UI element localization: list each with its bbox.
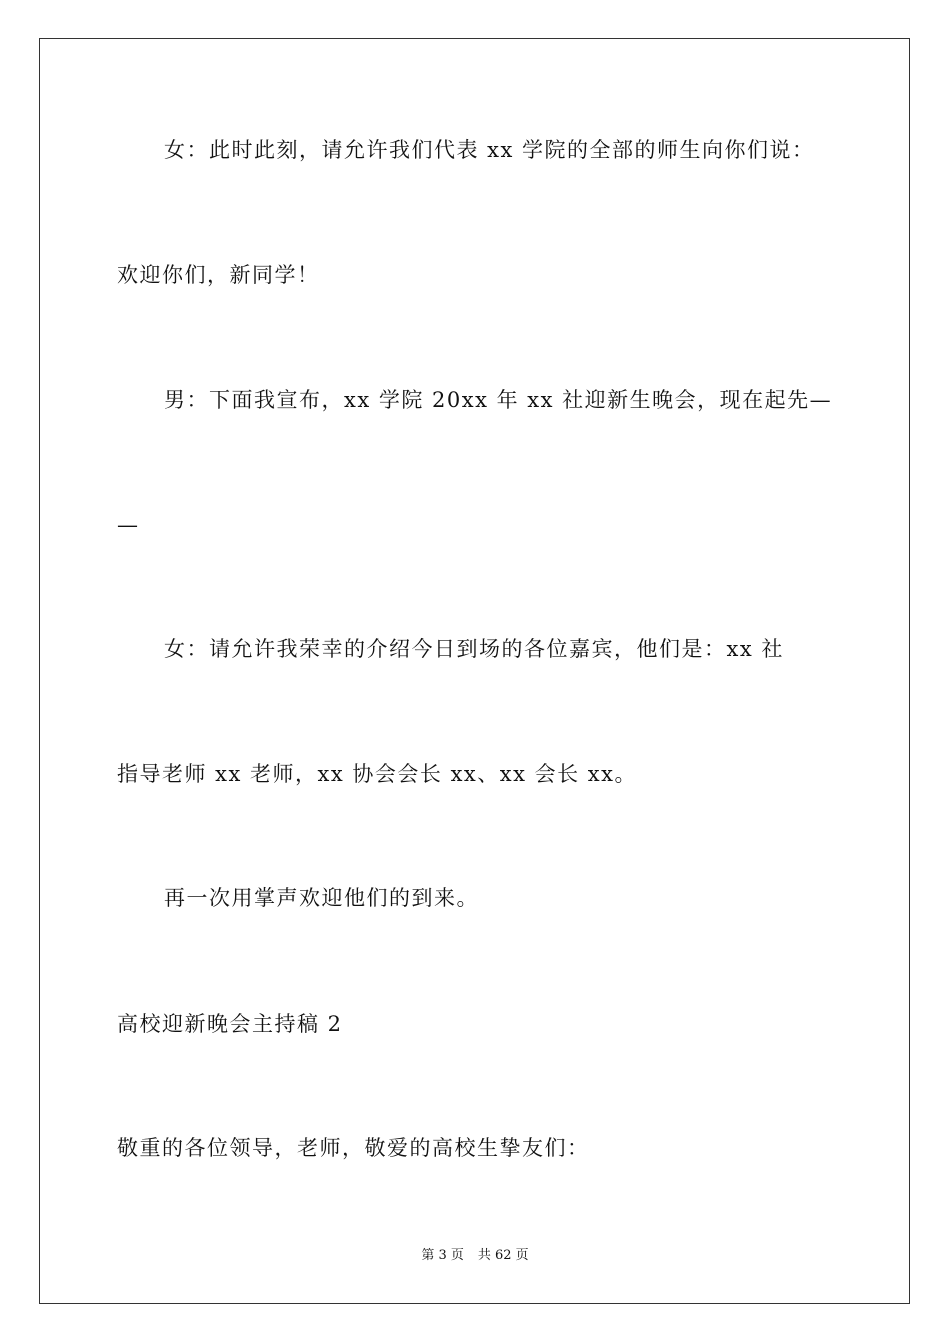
paragraph-line: 欢迎你们，新同学！ — [117, 263, 320, 287]
paragraph-line: 男：下面我宣布，xx 学院 20xx 年 xx 社迎新生晚会，现在起先— — [164, 388, 833, 412]
paragraph-line: 女：请允许我荣幸的介绍今日到场的各位嘉宾，他们是：xx 社 — [164, 637, 784, 661]
paragraph-line: 指导老师 xx 老师，xx 协会会长 xx、xx 会长 xx。 — [117, 762, 637, 786]
paragraph-line: 女：此时此刻，请允许我们代表 xx 学院的全部的师生向你们说： — [164, 138, 815, 162]
paragraph-line: 敬重的各位领导，老师，敬爱的高校生挚友们： — [117, 1136, 590, 1160]
paragraph-line: 再一次用掌声欢迎他们的到来。 — [164, 886, 479, 910]
section-heading: 高校迎新晚会主持稿 2 — [117, 1012, 343, 1036]
page-number: 第 3 页 — [421, 1248, 464, 1263]
page-total: 共 62 页 — [477, 1248, 529, 1263]
page-footer — [0, 1247, 950, 1265]
page-border — [39, 38, 910, 1304]
paragraph-line: — — [117, 513, 140, 537]
